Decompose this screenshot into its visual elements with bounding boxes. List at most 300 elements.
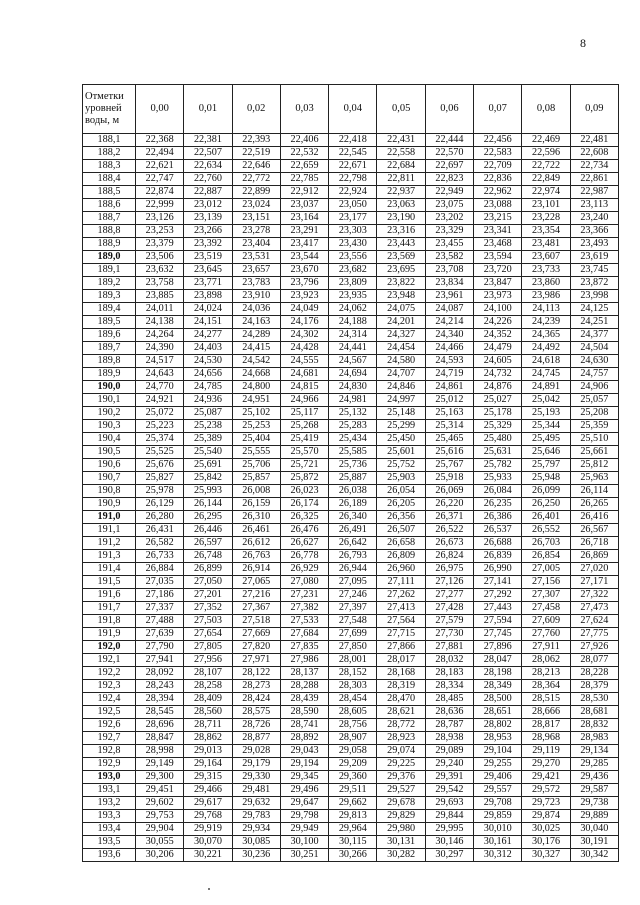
table-cell: 26,491 <box>329 524 377 537</box>
table-cell: 22,722 <box>522 160 570 173</box>
table-cell: 23,024 <box>232 199 280 212</box>
table-cell: 24,936 <box>184 394 232 407</box>
table-row <box>83 797 619 810</box>
table-cell: 28,409 <box>184 693 232 706</box>
table-cell: 25,736 <box>329 459 377 472</box>
table-cell: 22,570 <box>425 147 473 160</box>
table-cell: 27,382 <box>280 602 328 615</box>
table-row <box>83 368 619 381</box>
table-row <box>83 147 619 160</box>
table-cell: 26,054 <box>377 485 425 498</box>
table-cell: 28,681 <box>570 706 618 719</box>
table-cell: 28,726 <box>232 719 280 732</box>
table-cell: 27,971 <box>232 654 280 667</box>
table-body <box>83 134 619 862</box>
table-cell: 24,377 <box>570 329 618 342</box>
table-cell: 29,904 <box>136 823 184 836</box>
row-level-cell: 192,0 <box>83 641 136 654</box>
table-cell: 28,787 <box>425 719 473 732</box>
table-cell: 24,049 <box>280 303 328 316</box>
table-cell: 22,646 <box>232 160 280 173</box>
table-cell: 30,312 <box>474 849 522 862</box>
row-level-cell: 191,4 <box>83 563 136 576</box>
table-row <box>83 524 619 537</box>
row-level-cell: 190,3 <box>83 420 136 433</box>
table-cell: 24,403 <box>184 342 232 355</box>
table-cell: 25,706 <box>232 459 280 472</box>
table-cell: 25,268 <box>280 420 328 433</box>
table-cell: 29,889 <box>570 810 618 823</box>
table-cell: 26,461 <box>232 524 280 537</box>
table-cell: 29,678 <box>377 797 425 810</box>
table-cell: 28,877 <box>232 732 280 745</box>
row-level-cell: 192,4 <box>83 693 136 706</box>
table-cell: 30,282 <box>377 849 425 862</box>
table-cell: 23,113 <box>570 199 618 212</box>
table-cell: 23,126 <box>136 212 184 225</box>
table-cell: 28,183 <box>425 667 473 680</box>
table-cell: 24,239 <box>522 316 570 329</box>
table-cell: 23,240 <box>570 212 618 225</box>
table-cell: 28,651 <box>474 706 522 719</box>
table-cell: 25,389 <box>184 433 232 446</box>
table-cell: 25,027 <box>474 394 522 407</box>
table-cell: 25,465 <box>425 433 473 446</box>
table-cell: 27,352 <box>184 602 232 615</box>
table-cell: 25,434 <box>329 433 377 446</box>
table-cell: 24,517 <box>136 355 184 368</box>
table-cell: 22,861 <box>570 173 618 186</box>
table-cell: 25,072 <box>136 407 184 420</box>
table-cell: 28,998 <box>136 745 184 758</box>
table-cell: 22,381 <box>184 134 232 147</box>
table-cell: 29,300 <box>136 771 184 784</box>
table-cell: 23,860 <box>522 277 570 290</box>
table-row <box>83 225 619 238</box>
table-cell: 23,632 <box>136 264 184 277</box>
table-cell: 28,696 <box>136 719 184 732</box>
table-cell: 25,767 <box>425 459 473 472</box>
table-cell: 25,132 <box>329 407 377 420</box>
table-cell: 23,771 <box>184 277 232 290</box>
table-cell: 22,709 <box>474 160 522 173</box>
table-cell: 26,114 <box>570 485 618 498</box>
table-cell: 26,205 <box>377 498 425 511</box>
table-cell: 26,235 <box>474 498 522 511</box>
table-cell: 22,634 <box>184 160 232 173</box>
water-level-table <box>82 84 619 862</box>
table-cell: 22,431 <box>377 134 425 147</box>
table-cell: 26,446 <box>184 524 232 537</box>
table-cell: 27,684 <box>280 628 328 641</box>
row-level-cell: 192,1 <box>83 654 136 667</box>
table-cell: 24,815 <box>280 381 328 394</box>
table-row <box>83 290 619 303</box>
table-cell: 24,251 <box>570 316 618 329</box>
row-level-cell: 190,8 <box>83 485 136 498</box>
table-cell: 25,314 <box>425 420 473 433</box>
table-cell: 27,639 <box>136 628 184 641</box>
table-row <box>83 303 619 316</box>
table-row <box>83 381 619 394</box>
table-cell: 22,974 <box>522 186 570 199</box>
table-cell: 26,824 <box>425 550 473 563</box>
table-header <box>83 85 619 134</box>
table-cell: 28,621 <box>377 706 425 719</box>
table-row <box>83 199 619 212</box>
table-cell: 26,401 <box>522 511 570 524</box>
table-cell: 30,070 <box>184 836 232 849</box>
table-cell: 27,080 <box>280 576 328 589</box>
table-cell: 28,122 <box>232 667 280 680</box>
table-cell: 27,413 <box>377 602 425 615</box>
table-row <box>83 563 619 576</box>
table-cell: 27,594 <box>474 615 522 628</box>
table-cell: 22,798 <box>329 173 377 186</box>
table-cell: 24,302 <box>280 329 328 342</box>
table-cell: 23,796 <box>280 277 328 290</box>
row-level-cell: 190,5 <box>83 446 136 459</box>
row-level-cell: 188,6 <box>83 199 136 212</box>
table-cell: 29,995 <box>425 823 473 836</box>
table-cell: 29,874 <box>522 810 570 823</box>
table-cell: 23,303 <box>329 225 377 238</box>
table-cell: 28,968 <box>522 732 570 745</box>
table-cell: 28,772 <box>377 719 425 732</box>
table-cell: 22,671 <box>329 160 377 173</box>
column-header: 0,01 <box>184 85 232 134</box>
table-cell: 25,525 <box>136 446 184 459</box>
table-cell: 28,454 <box>329 693 377 706</box>
table-cell: 22,899 <box>232 186 280 199</box>
table-cell: 29,919 <box>184 823 232 836</box>
table-cell: 28,137 <box>280 667 328 680</box>
table-cell: 23,366 <box>570 225 618 238</box>
table-cell: 29,119 <box>522 745 570 758</box>
table-cell: 23,885 <box>136 290 184 303</box>
table-cell: 27,473 <box>570 602 618 615</box>
table-cell: 22,874 <box>136 186 184 199</box>
table-cell: 23,998 <box>570 290 618 303</box>
table-cell: 24,656 <box>184 368 232 381</box>
table-cell: 24,605 <box>474 355 522 368</box>
table-cell: 24,580 <box>377 355 425 368</box>
table-cell: 26,189 <box>329 498 377 511</box>
table-cell: 24,830 <box>329 381 377 394</box>
table-cell: 29,164 <box>184 758 232 771</box>
table-cell: 24,062 <box>329 303 377 316</box>
table-cell: 30,191 <box>570 836 618 849</box>
table-cell: 29,179 <box>232 758 280 771</box>
table-cell: 22,659 <box>280 160 328 173</box>
row-level-cell: 188,9 <box>83 238 136 251</box>
table-cell: 23,783 <box>232 277 280 290</box>
table-cell: 30,085 <box>232 836 280 849</box>
table-cell: 25,721 <box>280 459 328 472</box>
table-cell: 29,225 <box>377 758 425 771</box>
table-cell: 25,601 <box>377 446 425 459</box>
table-cell: 24,555 <box>280 355 328 368</box>
table-cell: 24,151 <box>184 316 232 329</box>
table-row <box>83 485 619 498</box>
table-cell: 27,277 <box>425 589 473 602</box>
table-cell: 23,075 <box>425 199 473 212</box>
table-cell: 29,406 <box>474 771 522 784</box>
table-cell: 22,406 <box>280 134 328 147</box>
table-cell: 26,658 <box>377 537 425 550</box>
table-cell: 25,963 <box>570 472 618 485</box>
table-cell: 25,616 <box>425 446 473 459</box>
table-cell: 23,645 <box>184 264 232 277</box>
row-level-cell: 193,1 <box>83 784 136 797</box>
table-cell: 28,756 <box>329 719 377 732</box>
table-cell: 29,436 <box>570 771 618 784</box>
table-cell: 24,630 <box>570 355 618 368</box>
table-cell: 27,020 <box>570 563 618 576</box>
table-cell: 26,310 <box>232 511 280 524</box>
table-cell: 27,609 <box>522 615 570 628</box>
table-cell: 22,368 <box>136 134 184 147</box>
table-cell: 22,481 <box>570 134 618 147</box>
table-cell: 24,415 <box>232 342 280 355</box>
table-cell: 26,673 <box>425 537 473 550</box>
table-cell: 28,817 <box>522 719 570 732</box>
table-cell: 28,439 <box>280 693 328 706</box>
table-cell: 22,684 <box>377 160 425 173</box>
row-level-cell: 189,0 <box>83 251 136 264</box>
table-cell: 25,646 <box>522 446 570 459</box>
table-row <box>83 420 619 433</box>
table-cell: 22,545 <box>329 147 377 160</box>
table-cell: 23,923 <box>280 290 328 303</box>
row-level-cell: 188,1 <box>83 134 136 147</box>
table-cell: 25,842 <box>184 472 232 485</box>
table-cell: 29,330 <box>232 771 280 784</box>
table-cell: 27,654 <box>184 628 232 641</box>
table-cell: 25,887 <box>329 472 377 485</box>
table-cell: 27,533 <box>280 615 328 628</box>
table-cell: 25,299 <box>377 420 425 433</box>
table-cell: 27,307 <box>522 589 570 602</box>
table-cell: 29,738 <box>570 797 618 810</box>
table-cell: 27,171 <box>570 576 618 589</box>
table-cell: 24,277 <box>184 329 232 342</box>
table-cell: 23,468 <box>474 238 522 251</box>
table-cell: 29,285 <box>570 758 618 771</box>
table-cell: 23,202 <box>425 212 473 225</box>
table-cell: 24,707 <box>377 368 425 381</box>
table-cell: 29,149 <box>136 758 184 771</box>
table-cell: 26,612 <box>232 537 280 550</box>
table-cell: 26,159 <box>232 498 280 511</box>
table-cell: 25,344 <box>522 420 570 433</box>
table-cell: 22,849 <box>522 173 570 186</box>
table-cell: 28,213 <box>522 667 570 680</box>
table-cell: 29,421 <box>522 771 570 784</box>
table-cell: 24,997 <box>377 394 425 407</box>
table-cell: 25,419 <box>280 433 328 446</box>
table-cell: 22,494 <box>136 147 184 160</box>
table-cell: 25,857 <box>232 472 280 485</box>
table-cell: 27,488 <box>136 615 184 628</box>
table-row <box>83 693 619 706</box>
row-level-cell: 192,2 <box>83 667 136 680</box>
table-cell: 26,582 <box>136 537 184 550</box>
table-cell: 27,866 <box>377 641 425 654</box>
table-cell: 24,087 <box>425 303 473 316</box>
table-cell: 24,891 <box>522 381 570 394</box>
table-cell: 24,757 <box>570 368 618 381</box>
column-header: 0,04 <box>329 85 377 134</box>
table-cell: 22,456 <box>474 134 522 147</box>
table-cell: 22,583 <box>474 147 522 160</box>
table-cell: 23,253 <box>136 225 184 238</box>
table-cell: 27,141 <box>474 576 522 589</box>
table-cell: 23,809 <box>329 277 377 290</box>
table-cell: 25,087 <box>184 407 232 420</box>
table-cell: 26,174 <box>280 498 328 511</box>
table-cell: 26,280 <box>136 511 184 524</box>
table-cell: 29,557 <box>474 784 522 797</box>
table-cell: 27,126 <box>425 576 473 589</box>
table-cell: 29,798 <box>280 810 328 823</box>
table-cell: 29,949 <box>280 823 328 836</box>
table-cell: 26,069 <box>425 485 473 498</box>
table-cell: 22,393 <box>232 134 280 147</box>
table-cell: 26,809 <box>377 550 425 563</box>
table-cell: 29,647 <box>280 797 328 810</box>
table-cell: 27,881 <box>425 641 473 654</box>
table-cell: 28,741 <box>280 719 328 732</box>
table-cell: 23,404 <box>232 238 280 251</box>
row-level-cell: 191,8 <box>83 615 136 628</box>
table-cell: 23,455 <box>425 238 473 251</box>
table-cell: 27,548 <box>329 615 377 628</box>
table-cell: 29,194 <box>280 758 328 771</box>
row-level-cell: 193,2 <box>83 797 136 810</box>
table-cell: 28,530 <box>570 693 618 706</box>
table-cell: 23,316 <box>377 225 425 238</box>
table-cell: 27,262 <box>377 589 425 602</box>
table-cell: 25,359 <box>570 420 618 433</box>
table-cell: 29,783 <box>232 810 280 823</box>
table-cell: 24,668 <box>232 368 280 381</box>
table-cell: 24,163 <box>232 316 280 329</box>
table-cell: 23,088 <box>474 199 522 212</box>
row-level-cell: 191,5 <box>83 576 136 589</box>
table-cell: 25,510 <box>570 433 618 446</box>
table-cell: 24,966 <box>280 394 328 407</box>
table-cell: 23,708 <box>425 264 473 277</box>
table-cell: 30,342 <box>570 849 618 862</box>
table-cell: 23,745 <box>570 264 618 277</box>
table-row <box>83 238 619 251</box>
table-cell: 24,643 <box>136 368 184 381</box>
table-cell: 24,352 <box>474 329 522 342</box>
table-cell: 28,605 <box>329 706 377 719</box>
table-cell: 26,793 <box>329 550 377 563</box>
page-number: 8 <box>580 36 586 50</box>
water-level-table-container <box>82 84 618 862</box>
table-cell: 27,503 <box>184 615 232 628</box>
table-cell: 28,032 <box>425 654 473 667</box>
table-cell: 23,670 <box>280 264 328 277</box>
table-cell: 25,480 <box>474 433 522 446</box>
table-cell: 25,540 <box>184 446 232 459</box>
table-cell: 23,872 <box>570 277 618 290</box>
table-cell: 23,101 <box>522 199 570 212</box>
table-cell: 22,937 <box>377 186 425 199</box>
table-row <box>83 498 619 511</box>
table-cell: 24,226 <box>474 316 522 329</box>
row-level-cell: 189,2 <box>83 277 136 290</box>
table-cell: 22,772 <box>232 173 280 186</box>
row-level-cell: 191,1 <box>83 524 136 537</box>
table-cell: 23,063 <box>377 199 425 212</box>
table-row <box>83 329 619 342</box>
table-cell: 28,711 <box>184 719 232 732</box>
table-cell: 28,923 <box>377 732 425 745</box>
table-cell: 24,188 <box>329 316 377 329</box>
table-cell: 29,964 <box>329 823 377 836</box>
table-cell: 23,531 <box>232 251 280 264</box>
table-cell: 26,265 <box>570 498 618 511</box>
table-cell: 23,151 <box>232 212 280 225</box>
table-row <box>83 667 619 680</box>
table-cell: 29,104 <box>474 745 522 758</box>
table-cell: 28,258 <box>184 680 232 693</box>
table-cell: 27,730 <box>425 628 473 641</box>
table-cell: 24,365 <box>522 329 570 342</box>
table-cell: 27,156 <box>522 576 570 589</box>
table-cell: 24,314 <box>329 329 377 342</box>
row-level-cell: 189,7 <box>83 342 136 355</box>
table-cell: 29,511 <box>329 784 377 797</box>
table-cell: 25,329 <box>474 420 522 433</box>
table-cell: 22,418 <box>329 134 377 147</box>
row-level-cell: 189,6 <box>83 329 136 342</box>
table-cell: 23,556 <box>329 251 377 264</box>
table-cell: 24,542 <box>232 355 280 368</box>
table-cell: 23,847 <box>474 277 522 290</box>
table-cell: 30,176 <box>522 836 570 849</box>
table-cell: 28,666 <box>522 706 570 719</box>
table-cell: 30,206 <box>136 849 184 862</box>
row-level-cell: 191,9 <box>83 628 136 641</box>
table-cell: 27,443 <box>474 602 522 615</box>
table-cell: 28,379 <box>570 680 618 693</box>
table-cell: 23,417 <box>280 238 328 251</box>
table-cell: 26,295 <box>184 511 232 524</box>
table-cell: 26,023 <box>280 485 328 498</box>
table-cell: 27,050 <box>184 576 232 589</box>
table-cell: 28,953 <box>474 732 522 745</box>
table-cell: 26,325 <box>280 511 328 524</box>
table-cell: 29,813 <box>329 810 377 823</box>
table-cell: 23,228 <box>522 212 570 225</box>
table-cell: 26,854 <box>522 550 570 563</box>
table-cell: 25,585 <box>329 446 377 459</box>
table-cell: 30,221 <box>184 849 232 862</box>
table-cell: 23,569 <box>377 251 425 264</box>
table-cell: 23,834 <box>425 277 473 290</box>
table-cell: 28,892 <box>280 732 328 745</box>
table-cell: 30,327 <box>522 849 570 862</box>
table-cell: 24,327 <box>377 329 425 342</box>
table-cell: 25,691 <box>184 459 232 472</box>
table-cell: 30,131 <box>377 836 425 849</box>
table-cell: 25,193 <box>522 407 570 420</box>
